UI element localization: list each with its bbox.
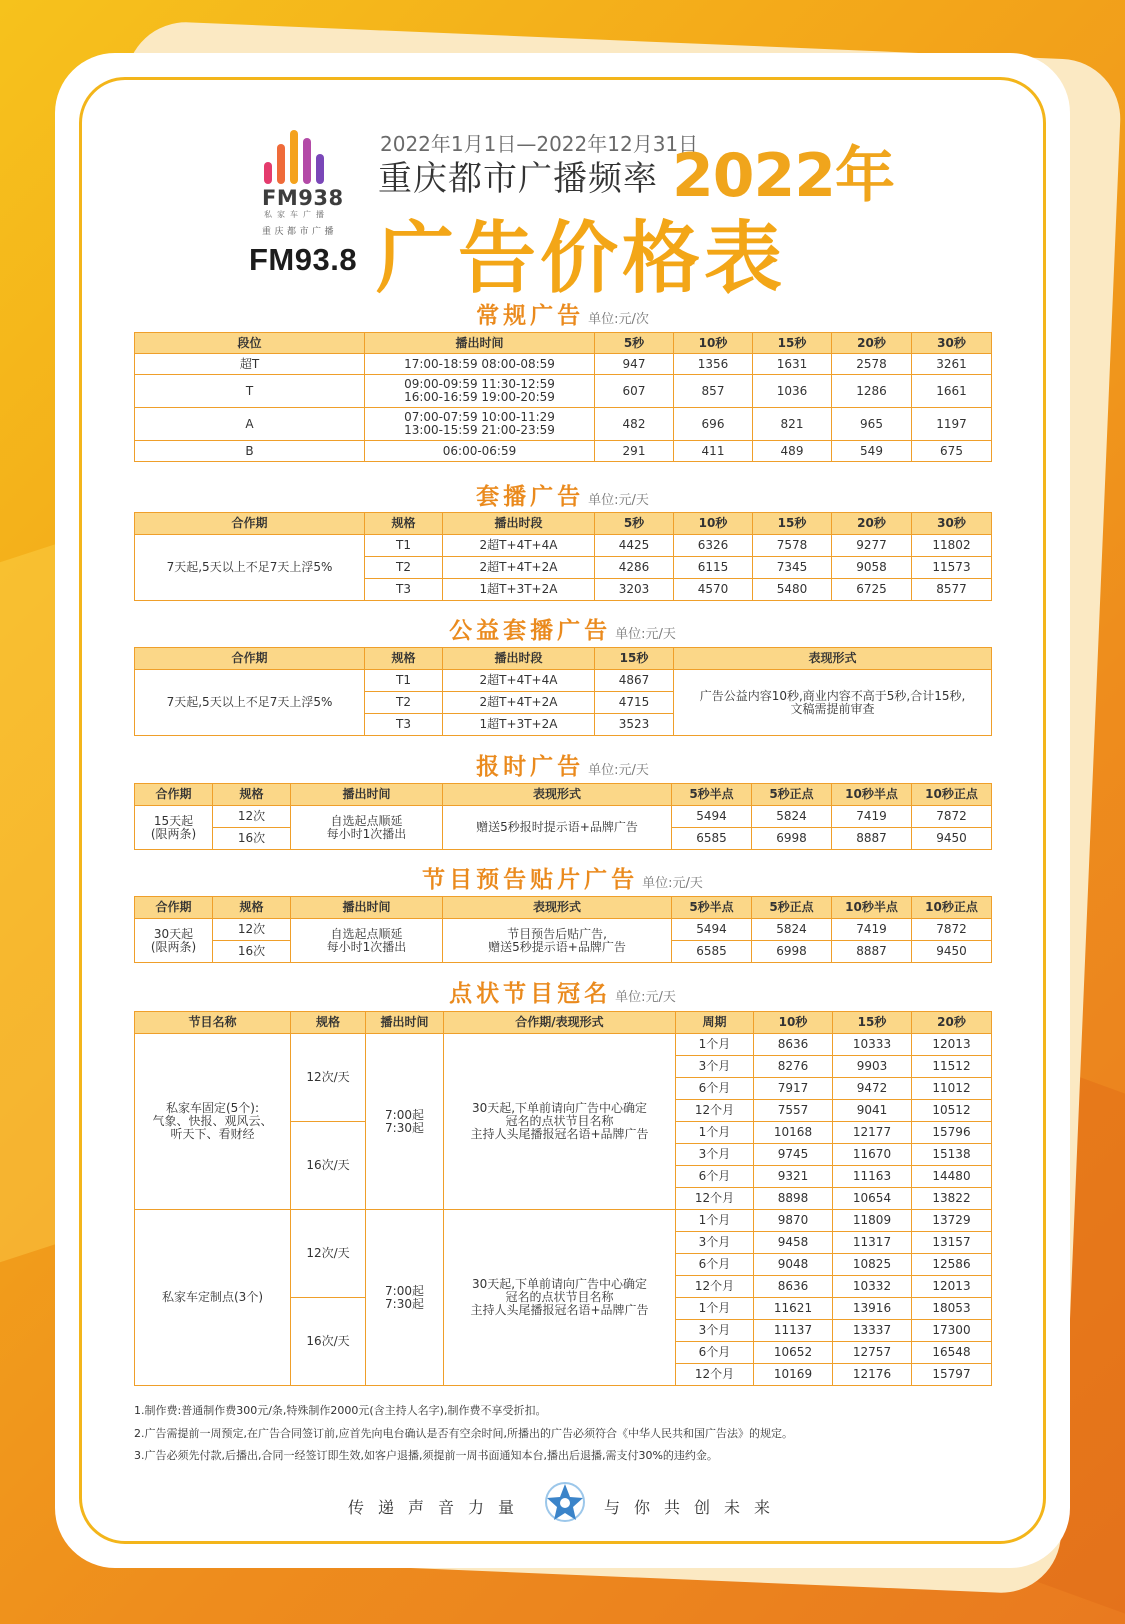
table-header: 10秒正点 — [912, 897, 992, 919]
section-title-naming: 点状节目冠名 单位:元/天 — [449, 981, 676, 1007]
preview-ad-table — [134, 896, 992, 963]
table-row: 3个月 9745 11670 15138 — [135, 1144, 992, 1166]
regular-ad-table — [134, 332, 992, 462]
table-header: 播出时段 — [443, 648, 595, 670]
table-header: 5秒正点 — [752, 897, 832, 919]
section-title-public: 公益套播广告 单位:元/天 — [449, 618, 676, 644]
fm938-logo-bars-icon — [258, 130, 348, 184]
package-ad-table — [134, 512, 992, 601]
table-header: 15秒 — [753, 333, 832, 354]
notes — [134, 1400, 793, 1468]
table-header: 5秒半点 — [672, 897, 752, 919]
table-row: 7天起,5天以上不足7天上浮5% T1 2超T+4T+4A 4867 广告公益内容10秒,商业内容不高于5秒,合计15秒, 文稿需提前审查 — [135, 670, 992, 692]
table-row: T2 2超T+4T+2A 4715 — [135, 692, 992, 714]
logo-text: FM938 — [262, 186, 344, 210]
table-header: 15秒 — [833, 1012, 912, 1034]
table-row: 12个月 8898 10654 13822 — [135, 1188, 992, 1210]
table-header: 合作期 — [135, 648, 365, 670]
table-row: 私家车定制点(3个) 12次/天 7:00起 7:30起 30天起,下单前请向广告中心确定 冠名的点状节目名称 主持人头尾播报冠名语+品牌广告 1个月 9870 11809 13729 — [135, 1210, 992, 1232]
table-header: 20秒 — [832, 333, 912, 354]
table-row: 16次/天 1个月 11621 13916 18053 — [135, 1298, 992, 1320]
section-title-timesig: 报时广告 单位:元/天 — [476, 754, 649, 780]
table-header: 表现形式 — [443, 784, 672, 806]
table-row: 6个月 10652 12757 16548 — [135, 1342, 992, 1364]
table-row: 3个月 11137 13337 17300 — [135, 1320, 992, 1342]
table-header: 10秒 — [674, 513, 753, 535]
table-row: 3个月 8276 9903 11512 — [135, 1056, 992, 1078]
table-header: 合作期 — [135, 513, 365, 535]
table-header: 30秒 — [912, 333, 992, 354]
table-row: T3 1超T+3T+2A 3203 4570 5480 6725 8577 — [135, 579, 992, 601]
main-title: 广告价格表 — [376, 214, 787, 304]
table-header: 播出时间 — [365, 333, 595, 354]
table-row: 16次 6585 6998 8887 9450 — [135, 941, 992, 963]
station-name: 重庆都市广播频率 — [378, 159, 658, 199]
table-header: 表现形式 — [443, 897, 672, 919]
table-header: 播出时间 — [291, 784, 443, 806]
table-header: 20秒 — [912, 1012, 992, 1034]
table-header: 10秒正点 — [912, 784, 992, 806]
table-header: 合作期 — [135, 897, 213, 919]
table-header: 15秒 — [753, 513, 832, 535]
public-ad-table — [134, 647, 992, 736]
logo-subtitle-2: 重庆都市广播 — [262, 227, 338, 237]
table-row: 30天起 (限两条) 12次 自选起点顺延 每小时1次播出 节目预告后贴广告, 赠送5秒提示语+品牌广告 5494 5824 7419 7872 — [135, 919, 992, 941]
table-header: 段位 — [135, 333, 365, 354]
section-title-preview: 节目预告贴片广告 单位:元/天 — [422, 867, 703, 893]
table-header: 10秒 — [674, 333, 753, 354]
table-header: 周期 — [676, 1012, 754, 1034]
table-header: 规格 — [213, 897, 291, 919]
table-header: 规格 — [291, 1012, 366, 1034]
table-row: 3个月 9458 11317 13157 — [135, 1232, 992, 1254]
naming-ad-table — [134, 1011, 992, 1386]
table-header: 5秒正点 — [752, 784, 832, 806]
note-item: 3.广告必须先付款,后播出,合同一经签订即生效,如客户退播,须提前一周书面通知本台,播出后退播,需支付30%的违约金。 — [134, 1449, 718, 1462]
table-row: 私家车固定(5个): 气象、快报、观风云、 听天下、看财经 12次/天 7:00起 7:30起 30天起,下单前请向广告中心确定 冠名的点状节目名称 主持人头尾播报冠名语+品牌广告 1个月 8636 10333 12013 — [135, 1034, 992, 1056]
table-header: 规格 — [213, 784, 291, 806]
table-header: 播出时段 — [443, 513, 595, 535]
table-row: T 09:00-09:59 11:30-12:59 16:00-16:59 19:00-20:59 607 857 1036 1286 1661 — [135, 375, 992, 408]
table-row: A 07:00-07:59 10:00-11:29 13:00-15:59 21:00-23:59 482 696 821 965 1197 — [135, 408, 992, 441]
note-item: 1.制作费:普通制作费300元/条,特殊制作2000元(含主持人名字),制作费不享受折扣。 — [134, 1404, 547, 1417]
table-row: 16次/天 1个月 10168 12177 15796 — [135, 1122, 992, 1144]
table-row: T2 2超T+4T+2A 4286 6115 7345 9058 11573 — [135, 557, 992, 579]
table-header: 表现形式 — [674, 648, 992, 670]
table-header: 10秒半点 — [832, 784, 912, 806]
table-header: 5秒 — [595, 513, 674, 535]
note-item: 2.广告需提前一周预定,在广告合同签订前,应首先向电台确认是否有空余时间,所播出的广告必须符合《中华人民共和国广告法》的规定。 — [134, 1426, 793, 1440]
table-header: 规格 — [365, 648, 443, 670]
table-row: 12个月 10169 12176 15797 — [135, 1364, 992, 1386]
table-header: 30秒 — [912, 513, 992, 535]
slogan-left: 传递声音力量 — [348, 1498, 529, 1517]
slogan-right: 与你共创未来 — [604, 1498, 785, 1517]
table-row: 6个月 9048 10825 12586 — [135, 1254, 992, 1276]
section-title-regular: 常规广告 单位:元/次 — [476, 303, 649, 329]
year-title: 2022年 — [672, 141, 894, 211]
table-header: 15秒 — [595, 648, 674, 670]
section-title-package: 套播广告 单位:元/天 — [476, 484, 649, 510]
date-range: 2022年1月1日—2022年12月31日 — [380, 132, 699, 156]
table-header: 播出时间 — [291, 897, 443, 919]
table-header: 规格 — [365, 513, 443, 535]
table-row: 7天起,5天以上不足7天上浮5% T1 2超T+4T+4A 4425 6326 7578 9277 11802 — [135, 535, 992, 557]
logo-subtitle: 私家车广播 — [264, 210, 329, 219]
table-row: 6个月 7917 9472 11012 — [135, 1078, 992, 1100]
table-header: 合作期 — [135, 784, 213, 806]
table-row: 12个月 8636 10332 12013 — [135, 1276, 992, 1298]
table-row: 16次 6585 6998 8887 9450 — [135, 828, 992, 850]
table-header: 播出时间 — [366, 1012, 444, 1034]
frequency: FM93.8 — [249, 242, 358, 277]
timesig-ad-table — [134, 783, 992, 850]
table-header: 节目名称 — [135, 1012, 291, 1034]
table-row: B 06:00-06:59 291 411 489 549 675 — [135, 441, 992, 462]
table-row: 15天起 (限两条) 12次 自选起点顺延 每小时1次播出 赠送5秒报时提示语+品牌广告 5494 5824 7419 7872 — [135, 806, 992, 828]
table-header: 5秒半点 — [672, 784, 752, 806]
table-row: 6个月 9321 11163 14480 — [135, 1166, 992, 1188]
table-header: 5秒 — [595, 333, 674, 354]
table-row: T3 1超T+3T+2A 3523 — [135, 714, 992, 736]
table-row: 12个月 7557 9041 10512 — [135, 1100, 992, 1122]
table-header: 10秒半点 — [832, 897, 912, 919]
table-header: 20秒 — [832, 513, 912, 535]
table-header: 合作期/表现形式 — [444, 1012, 676, 1034]
table-header: 10秒 — [754, 1012, 833, 1034]
star-emblem-icon — [543, 1480, 587, 1524]
table-row: 超T 17:00-18:59 08:00-08:59 947 1356 1631 2578 3261 — [135, 354, 992, 375]
